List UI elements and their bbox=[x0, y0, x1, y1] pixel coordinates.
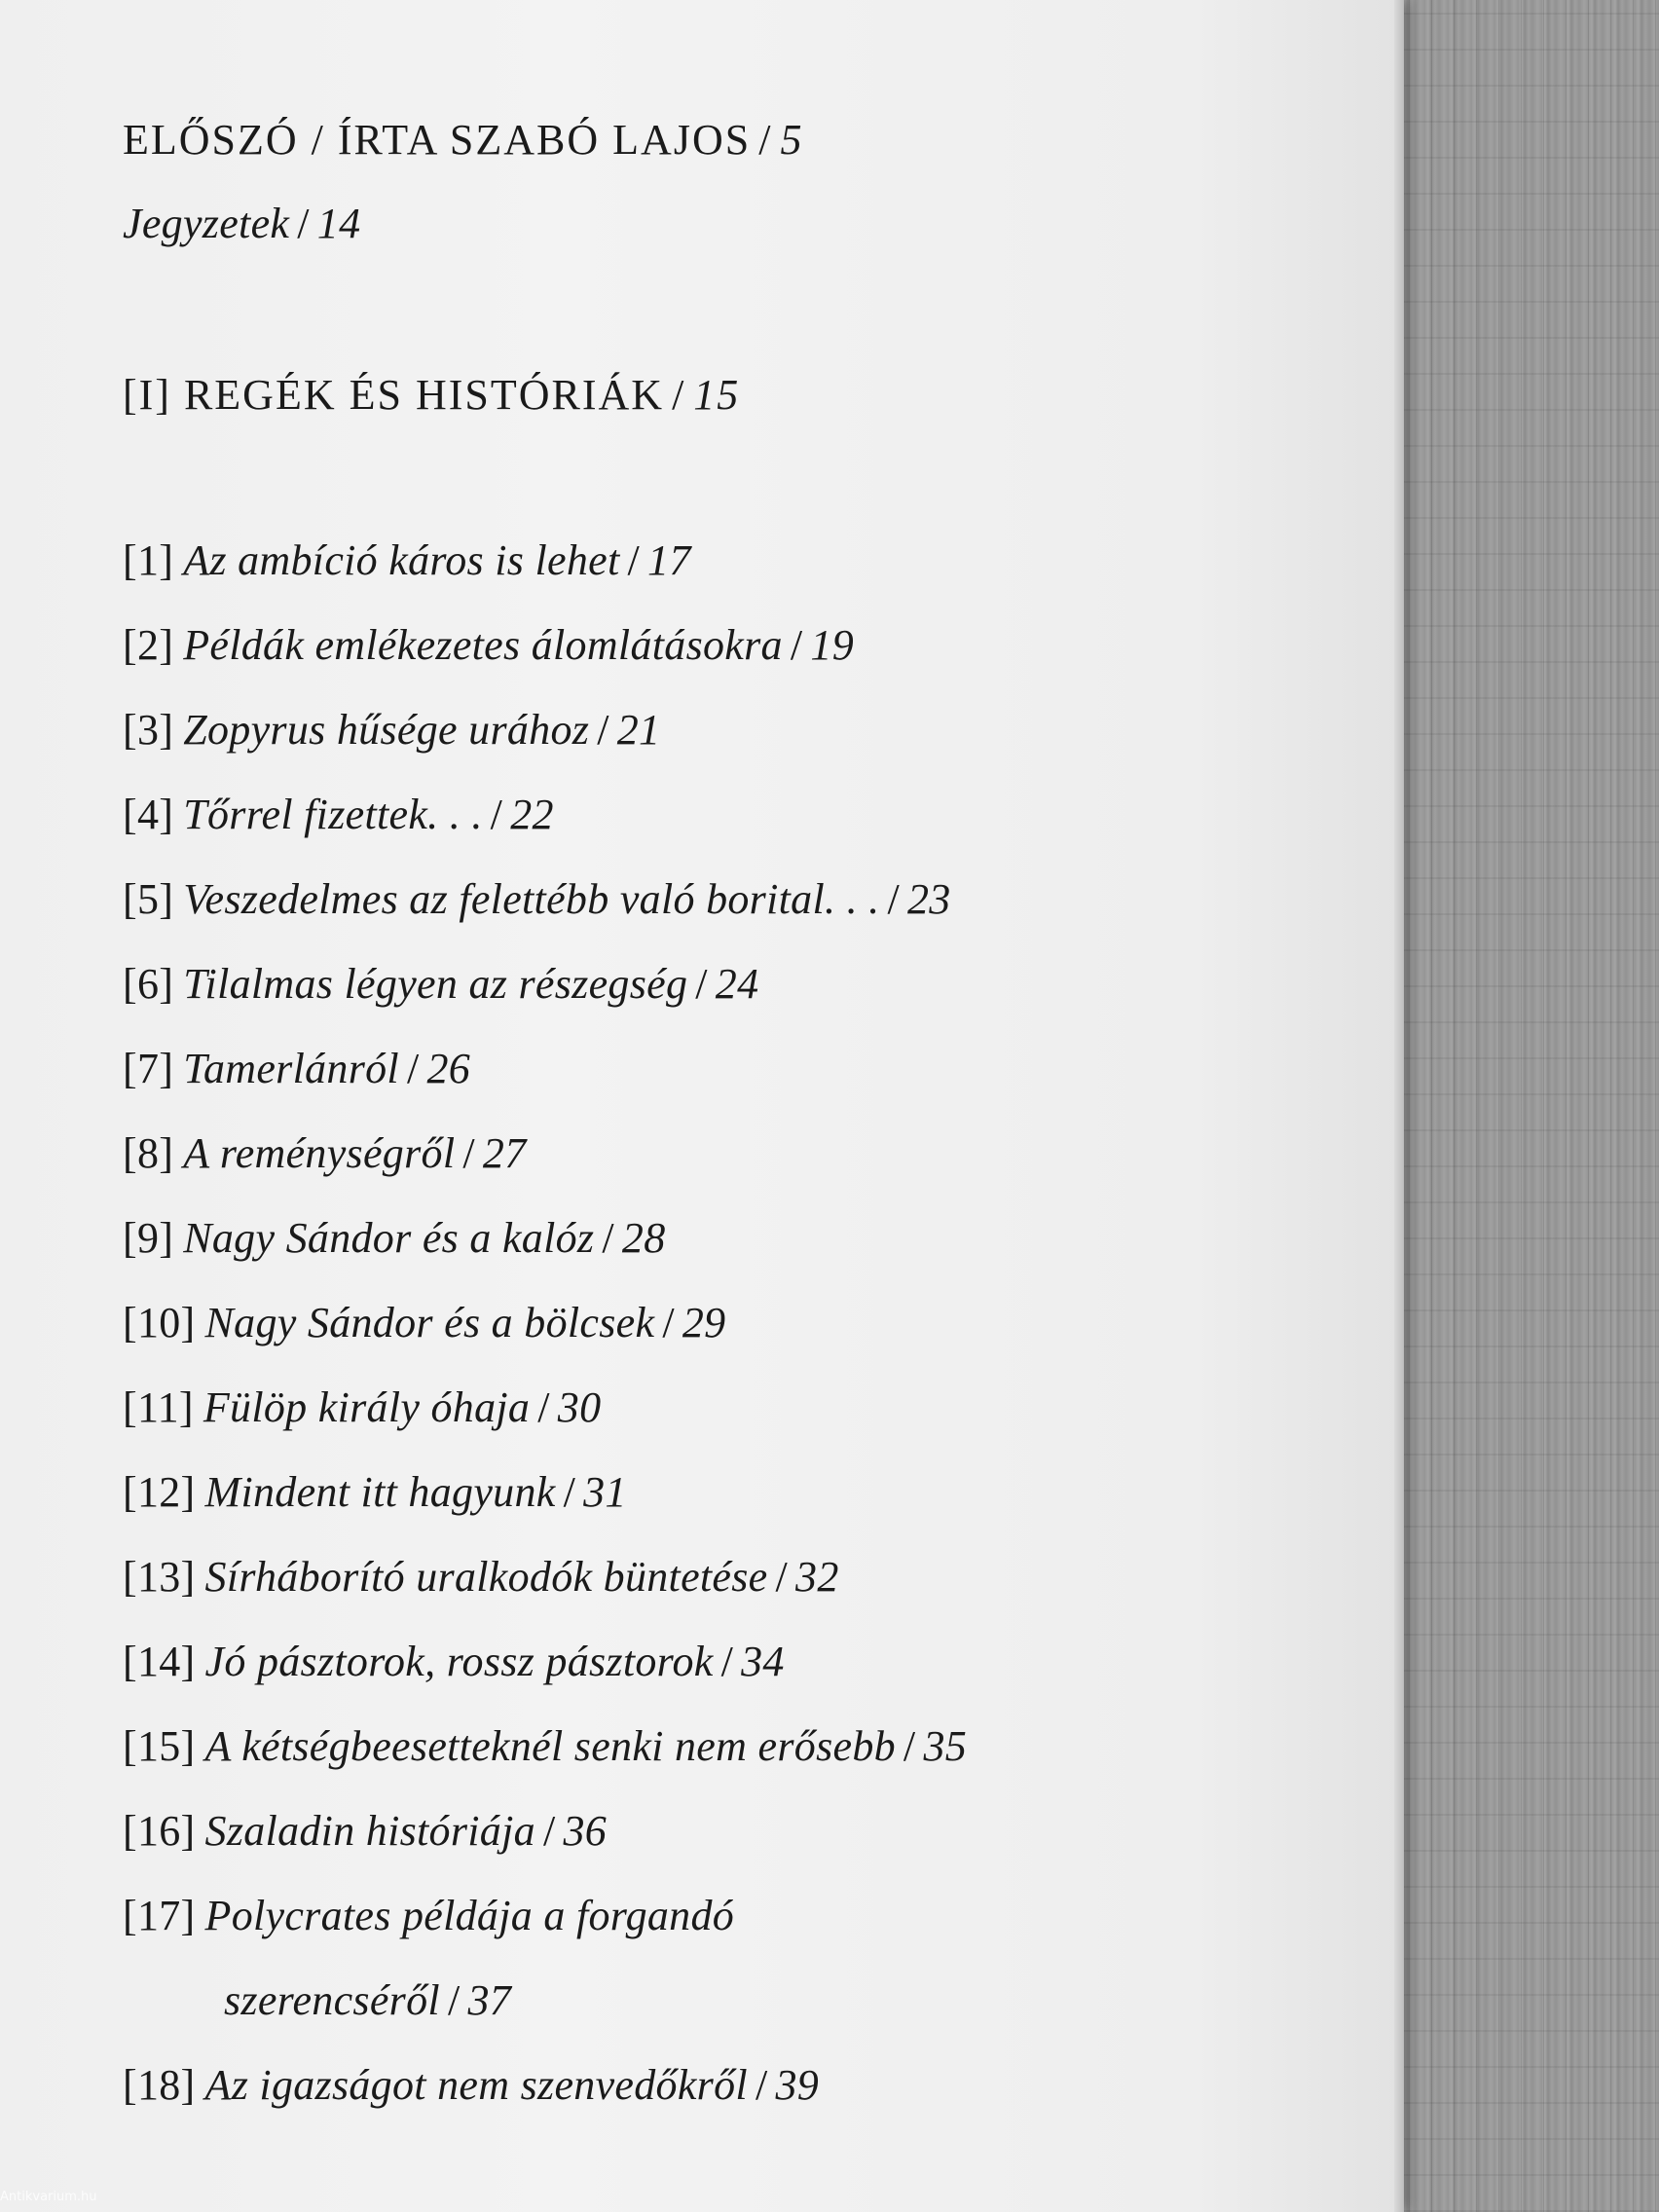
toc-entry: [7] Tamerlánról / 26 bbox=[123, 1045, 471, 1092]
toc-entry: [15] A kétségbeesetteknél senki nem erősebb / 35 bbox=[123, 1722, 968, 1770]
section-label: [I] REGÉK ÉS HISTÓRIÁK bbox=[123, 371, 665, 419]
toc-entry: [9] Nagy Sándor és a kalóz / 28 bbox=[123, 1214, 666, 1262]
wood-background bbox=[1386, 0, 1659, 2212]
toc-entry: [18] Az igazságot nem szenvedőkről / 39 bbox=[123, 2061, 820, 2109]
toc-entry: [14] Jó pásztorok, rossz pásztorok / 34 bbox=[123, 1638, 785, 1685]
toc-entry-continuation: szerencséről / 37 bbox=[224, 1976, 512, 2024]
page-edge bbox=[1394, 0, 1404, 2212]
section-page: 15 bbox=[693, 371, 741, 419]
toc-entry: [2] Példák emlékezetes álomlátásokra / 19 bbox=[123, 621, 854, 669]
toc-entry: [8] A reménységről / 27 bbox=[123, 1129, 527, 1177]
toc-entry: [17] Polycrates példája a forgandó bbox=[123, 1892, 735, 1939]
toc-entry: [4] Tőrrel fizettek. . . / 22 bbox=[123, 791, 554, 838]
watermark: Antikvarium.hu bbox=[0, 2190, 97, 2204]
preface-title: ELŐSZÓ / ÍRTA SZABÓ LAJOS bbox=[123, 116, 752, 164]
toc-entry: [13] Sírháborító uralkodók büntetése / 32 bbox=[123, 1553, 839, 1601]
toc-notes: Jegyzetek / 14 bbox=[123, 200, 361, 247]
toc-preface: ELŐSZÓ / ÍRTA SZABÓ LAJOS / 5 bbox=[123, 116, 804, 164]
toc-entry: [16] Szaladin históriája / 36 bbox=[123, 1807, 608, 1855]
toc-entry: [12] Mindent itt hagyunk / 31 bbox=[123, 1468, 627, 1516]
toc-entry: [10] Nagy Sándor és a bölcsek / 29 bbox=[123, 1299, 726, 1346]
toc-entry: [11] Fülöp király óhaja / 30 bbox=[123, 1383, 602, 1431]
toc-entry: [3] Zopyrus hűsége urához / 21 bbox=[123, 706, 661, 754]
toc-section-heading: [I] REGÉK ÉS HISTÓRIÁK / 15 bbox=[123, 371, 741, 419]
toc-entry: [6] Tilalmas légyen az részegség / 24 bbox=[123, 960, 759, 1008]
notes-page: 14 bbox=[316, 200, 361, 247]
preface-page: 5 bbox=[780, 116, 804, 164]
notes-title: Jegyzetek bbox=[123, 200, 290, 247]
toc-entry: [1] Az ambíció káros is lehet / 17 bbox=[123, 536, 691, 584]
toc-entry: [5] Veszedelmes az felettébb való borital. . . / 23 bbox=[123, 875, 951, 923]
